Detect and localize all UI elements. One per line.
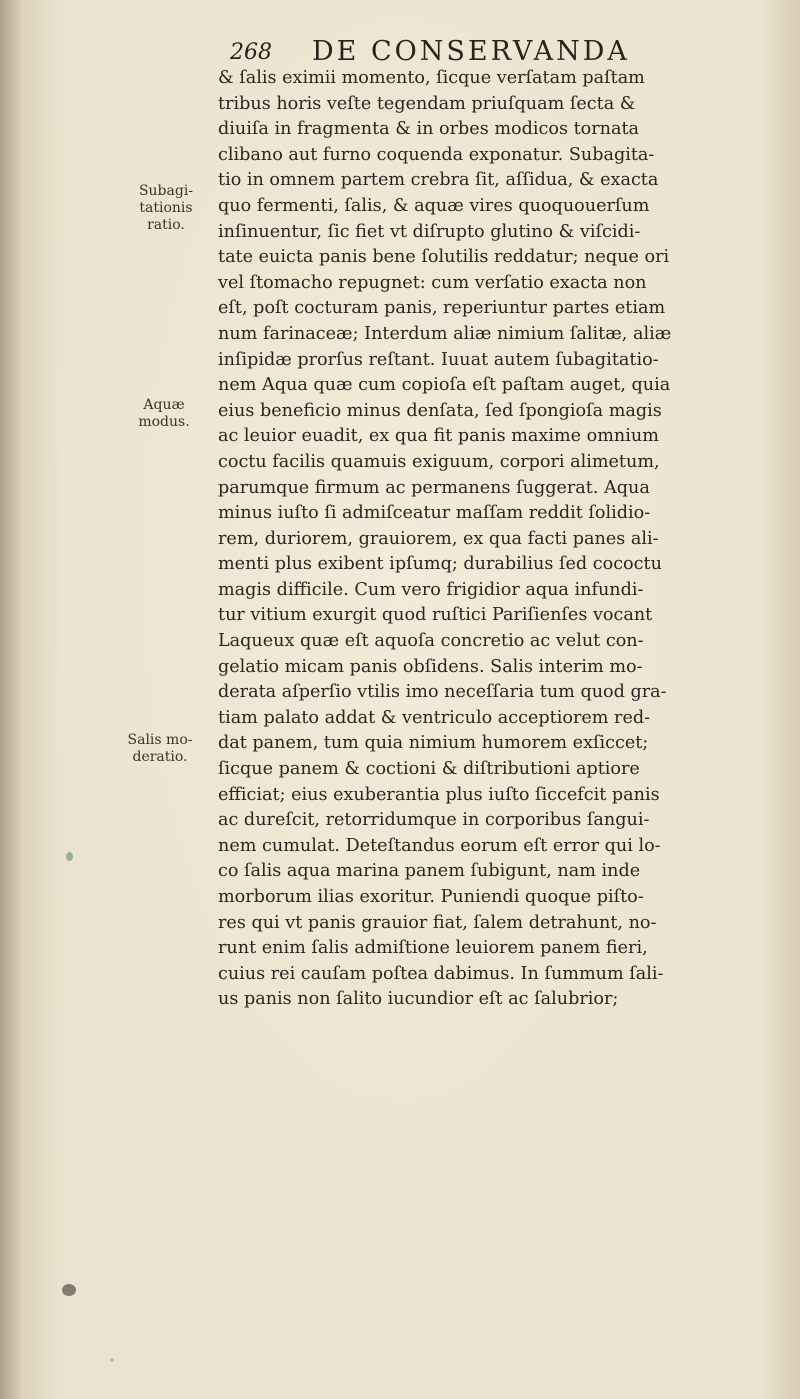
- text-line: inſipidæ prorſus reſtant. Iuuat autem ſubagitatio-: [218, 349, 659, 370]
- page-header: [230, 36, 700, 70]
- text-line: rem, duriorem, grauiorem, ex qua facti panes ali-: [218, 528, 659, 549]
- text-line: coctu facilis quamuis exiguum, corpori alimetum,: [218, 451, 660, 472]
- text-line: magis difficile. Cum vero frigidior aqua infundi-: [218, 579, 644, 600]
- text-line: inſinuentur, ſic fiet vt diſrupto glutino & viſcidi-: [218, 221, 641, 242]
- text-line: & ſalis eximii momento, ſicque verſatam paſtam: [218, 68, 645, 88]
- margin-note-line: ratio.: [147, 217, 185, 233]
- text-line: quo fermenti, ſalis, & aquæ vires quoquouerſum: [218, 195, 650, 216]
- text-line: num farinaceæ; Interdum aliæ nimium ſalitæ, aliæ: [218, 323, 672, 344]
- text-line: minus iuſto ſi admiſceatur maſſam reddit ſolidio-: [218, 503, 651, 524]
- margin-note-line: Aquæ: [143, 397, 185, 413]
- margin-note-line: deratio.: [132, 749, 188, 765]
- text-line: Laqueux quæ eſt aquoſa concretio ac velut con-: [218, 631, 644, 652]
- body-text: [218, 66, 778, 1013]
- text-line: diuiſa in fragmenta & in orbes modicos tornata: [218, 119, 640, 140]
- margin-note-line: Salis mo-: [127, 732, 193, 748]
- text-line: vel ſtomacho repugnet: cum verſatio exacta non: [218, 272, 647, 293]
- margin-note-line: Subagi-: [138, 183, 194, 199]
- page-number: 268: [230, 40, 272, 65]
- text-line: nem cumulat. Deteſtandus eorum eſt error qui lo-: [218, 835, 661, 856]
- text-line: derata aſperſio vtilis imo neceſſaria tum quod gra-: [218, 682, 667, 703]
- margin-note-aqua: [116, 397, 212, 431]
- text-line: eſt, poſt cocturam panis, reperiuntur partes etiam: [218, 298, 666, 319]
- text-line: clibano aut furno coquenda exponatur. Subagita-: [218, 144, 655, 165]
- text-line: tate euicta panis bene ſolutilis reddatur; neque ori: [218, 247, 670, 268]
- text-line: parumque firmum ac permanens ſuggerat. Aqua: [218, 477, 650, 498]
- text-line: ac dureſcit, retorridumque in corporibus ſangui-: [218, 810, 650, 831]
- text-line: gelatio micam panis obſidens. Salis interim mo-: [218, 656, 643, 677]
- text-line: dat panem, tum quia nimium humorem exſiccet;: [218, 733, 649, 754]
- margin-note-salis: [112, 732, 208, 766]
- margin-note-line: modus.: [138, 414, 190, 430]
- margin-note-subagitatio: [118, 183, 214, 234]
- text-line: tur vitium exurgit quod ruſtici Pariſienſes vocant: [218, 605, 653, 626]
- text-line: menti plus exibent ipſumq; durabilius ſed cococtu: [218, 554, 662, 575]
- text-line: ſicque panem & coctioni & diſtributioni aptiore: [218, 759, 640, 780]
- text-line: ac leuior euadit, ex qua fit panis maxime omnium: [218, 426, 659, 447]
- text-line: tribus horis veſte tegendam priuſquam ſecta &: [218, 93, 636, 114]
- text-line: res qui vt panis grauior fiat, ſalem detrahunt, no-: [218, 912, 657, 933]
- margin-note-line: tationis: [139, 200, 193, 216]
- paper-fleck: [110, 1358, 114, 1362]
- text-line: co ſalis aqua marina panem ſubigunt, nam inde: [218, 861, 641, 882]
- text-line: cuius rei cauſam poſtea dabimus. In ſummum ſali-: [218, 963, 664, 984]
- text-line: tio in omnem partem crebra ſit, aſſidua, & exacta: [218, 170, 659, 191]
- ink-stain: [62, 1284, 76, 1296]
- text-line: efficiat; eius exuberantia plus iuſto ſiccefcit panis: [218, 784, 660, 805]
- running-head: DE CONSERVANDA: [312, 36, 630, 67]
- text-line: runt enim ſalis admiſtione leuiorem panem fieri,: [218, 938, 648, 959]
- text-line: nem Aqua quæ cum copioſa eſt paſtam auget, quia: [218, 375, 671, 396]
- text-line: us panis non ſalito iucundior eſt ac ſalubrior;: [218, 989, 619, 1010]
- ink-stain: [66, 852, 73, 861]
- text-line: morborum ilias exoritur. Puniendi quoque piſto-: [218, 887, 644, 907]
- page-gutter-shadow: [0, 0, 22, 1399]
- text-line: eius beneficio minus denſata, ſed ſpongioſa magis: [218, 400, 662, 421]
- text-line: tiam palato addat & ventriculo acceptiorem red-: [218, 707, 651, 728]
